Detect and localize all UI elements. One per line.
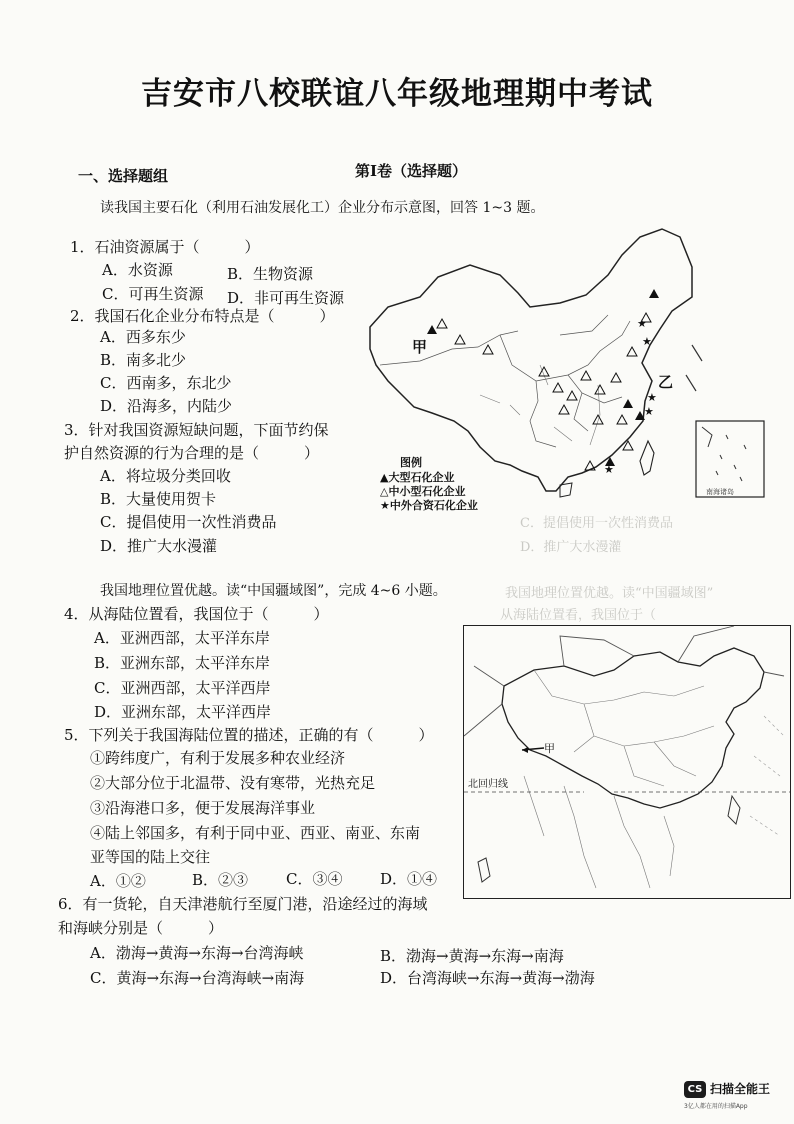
q6-stem-line2: 和海峡分别是（ ） xyxy=(58,919,224,937)
q5-option-a: A．①② xyxy=(90,872,146,890)
joint-venture-star-3: ★ xyxy=(647,391,657,404)
bleed-through-text-3: 我国地理位置优越。读“中国疆域图” xyxy=(505,586,714,601)
map1-legend-title: 图例 xyxy=(400,456,422,469)
china-territory-map xyxy=(463,625,791,899)
q6-option-a: A．渤海→黄海→东海→台湾海峡 xyxy=(90,944,304,962)
joint-venture-star-4: ★ xyxy=(644,405,654,418)
joint-venture-star-2: ★ xyxy=(642,335,652,348)
section-heading: 一、选择题组 xyxy=(78,167,169,185)
map1-legend-large: ▲大型石化企业 xyxy=(380,471,455,484)
q5-option-d: D．①④ xyxy=(380,870,438,888)
volume-heading: 第Ⅰ卷（选择题） xyxy=(355,162,468,180)
q6-option-b: B．渤海→黄海→东海→南海 xyxy=(380,947,564,965)
q4-option-c: C．亚洲西部，太平洋西岸 xyxy=(94,679,271,697)
q4-option-d: D．亚洲东部，太平洋西岸 xyxy=(94,703,272,721)
joint-venture-star-1: ★ xyxy=(637,317,647,330)
large-enterprise-markers xyxy=(427,289,659,466)
q4-option-b: B．亚洲东部，太平洋东岸 xyxy=(94,654,271,672)
petrochemical-distribution-map xyxy=(360,215,780,555)
bleed-through-text-2: D．推广大水漫灌 xyxy=(520,540,622,555)
south-china-sea-inset xyxy=(696,421,764,497)
q6-option-d: D．台湾海峡→东海→黄海→渤海 xyxy=(380,969,595,987)
q4-option-a: A．亚洲西部，太平洋东岸 xyxy=(94,629,270,647)
map1-label-yi: 乙 xyxy=(658,373,674,391)
tropic-of-cancer-label: 北回归线 xyxy=(468,779,508,790)
q6-stem-line1: 6．有一货轮，自天津港航行至厦门港，沿途经过的海域 xyxy=(58,895,428,913)
intro-text-1: 读我国主要石化（利用石油发展化工）企业分布示意图，回答 1~3 题。 xyxy=(100,200,545,216)
q5-statement-4a: ④陆上邻国多，有利于同中亚、西亚、南亚、东南 xyxy=(90,824,421,842)
q1-option-a: A．水资源 xyxy=(102,261,173,279)
q3-stem-line2: 护自然资源的行为合理的是（ ） xyxy=(64,444,320,462)
q1-option-b: B．生物资源 xyxy=(227,265,314,283)
q6-option-c: C．黄海→东海→台湾海峡→南海 xyxy=(90,969,305,987)
q4-stem: 4．从海陆位置看，我国位于（ ） xyxy=(64,605,329,623)
map1-legend-small: △中小型石化企业 xyxy=(380,485,466,498)
q5-statement-2: ②大部分位于北温带、没有寒带，光热充足 xyxy=(90,774,376,792)
q2-stem: 2．我国石化企业分布特点是（ ） xyxy=(70,307,335,325)
intro-text-2: 我国地理位置优越。读“中国疆域图”，完成 4~6 小题。 xyxy=(100,583,447,599)
camscanner-logo: CS xyxy=(684,1081,706,1098)
map1-label-jia: 甲 xyxy=(412,338,428,356)
q1-option-c: C．可再生资源 xyxy=(102,285,204,303)
map1-legend-joint: ★中外合资石化企业 xyxy=(380,499,478,512)
small-enterprise-markers xyxy=(437,313,651,470)
q3-option-a: A．将垃圾分类回收 xyxy=(100,467,231,485)
q5-statement-3: ③沿海港口多，便于发展海洋事业 xyxy=(90,799,316,817)
q2-option-d: D．沿海多，内陆少 xyxy=(100,397,233,415)
q1-option-d: D．非可再生资源 xyxy=(227,289,345,307)
q3-stem-line1: 3．针对我国资源短缺问题，下面节约保 xyxy=(64,421,329,439)
map2-label-jia: 甲 xyxy=(544,742,555,755)
inset-label: 南海诸岛 xyxy=(706,488,734,496)
q2-option-a: A．西多东少 xyxy=(100,328,186,346)
q5-statement-1: ①跨纬度广，有利于发展多种农业经济 xyxy=(90,749,346,767)
q5-statement-4b: 亚等国的陆上交往 xyxy=(90,848,211,866)
page-title: 吉安市八校联谊八年级地理期中考试 xyxy=(141,76,653,112)
q5-option-c: C．③④ xyxy=(286,870,343,888)
bleed-through-text-1: C．提倡使用一次性消费品 xyxy=(520,516,673,531)
q2-option-b: B．南多北少 xyxy=(100,351,187,369)
scanner-brand-name: 扫描全能王 xyxy=(710,1082,771,1096)
q5-option-b: B．②③ xyxy=(192,871,249,889)
scanner-slogan: 3亿人都在用的扫描App xyxy=(684,1103,748,1110)
q1-stem: 1．石油资源属于（ ） xyxy=(70,238,260,256)
q2-option-c: C．西南多，东北少 xyxy=(100,374,232,392)
q3-option-d: D．推广大水漫灌 xyxy=(100,537,218,555)
joint-venture-star-5: ★ xyxy=(604,463,614,476)
q3-option-b: B．大量使用贺卡 xyxy=(100,490,217,508)
bleed-through-text-4: 从海陆位置看，我国位于（ xyxy=(500,608,657,623)
q3-option-c: C．提倡使用一次性消费品 xyxy=(100,513,277,531)
q5-stem: 5．下列关于我国海陆位置的描述，正确的有（ ） xyxy=(64,726,434,744)
